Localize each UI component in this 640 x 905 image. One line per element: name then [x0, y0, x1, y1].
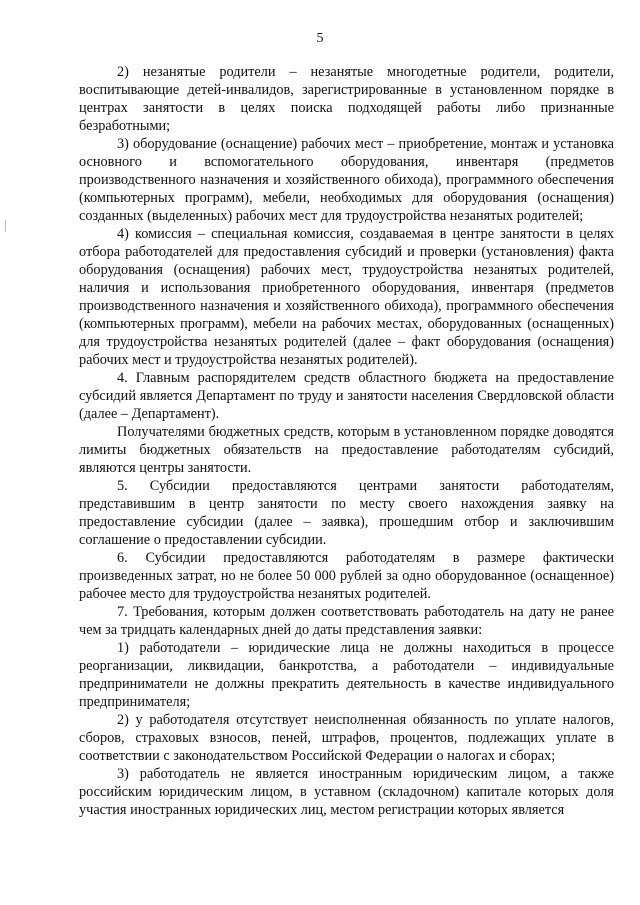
paragraph-item-4-main-manager: 4. Главным распорядителем средств областного бюджета на предоставление субсидий является Департамент по труду и занятости населения Свердловской области (далее – Департамент). — [79, 370, 614, 422]
paragraph-budget-recipients: Получателями бюджетных средств, которым в установленном порядке доводятся лимиты бюджетных обязательств на предоставление работодателям субсидий, являются центры занятости. — [79, 424, 614, 476]
paragraph-item-7-requirements: 7. Требования, которым должен соответствовать работодатель на дату не ранее чем за тридцать календарных дней до даты представления заявки: — [79, 604, 614, 638]
document-body — [79, 63, 614, 819]
paragraph-definition-commission: 4) комиссия – специальная комиссия, создаваемая в центре занятости в целях отбора работодателей для предоставления субсидий и проверки (установления) факта оборудования (оснащения) рабочих мест, трудоустройства незанятых родителей, наличия и использования приобретенного оборудования, инвентаря (предметов производственного назначения и хозяйственного обихода), программного обеспечения (компьютерных программ), мебели на рабочих местах, оборудованных (оснащенных) для трудоустройства незанятых родителей (далее – факт оборудования (оснащения) рабочих мест и трудоустройства незанятых родителей). — [79, 226, 614, 368]
paragraph-item-5-subsidy-provision: 5. Субсидии предоставляются центрами занятости работодателям, представившим в центр занятости по месту своего нахождения заявку на предоставление субсидии (далее – заявка), прошедшим отбор и заключившим соглашение о предоставлении субсидии. — [79, 478, 614, 548]
paragraph-requirement-2: 2) у работодателя отсутствует неисполненная обязанность по уплате налогов, сборов, страховых взносов, пеней, штрафов, процентов, подлежащих уплате в соответствии с законодательством Российской Федерации о налогах и сборах; — [79, 712, 614, 764]
paragraph-requirement-1: 1) работодатели – юридические лица не должны находиться в процессе реорганизации, ликвидации, банкротства, а работодатели – индивидуальные предприниматели не должны прекратить деятельность в качестве индивидуального предпринимателя; — [79, 640, 614, 710]
paragraph-definition-workplace-equipment: 3) оборудование (оснащение) рабочих мест – приобретение, монтаж и установка основного и вспомогательного оборудования, инвентаря (предметов производственного назначения и хозяйственного обихода), программного обеспечения (компьютерных программ), мебели, необходимых для оборудования (оснащения) созданных (выделенных) рабочих мест для трудоустройства незанятых родителей; — [79, 136, 614, 224]
paragraph-definition-unemployed-parents: 2) незанятые родители – незанятые многодетные родители, родители, воспитывающие детей-инвалидов, зарегистрированные в установленном порядке в центрах занятости в целях поиска подходящей работы либо признанные безработными; — [79, 64, 614, 134]
paragraph-item-6-subsidy-amount: 6. Субсидии предоставляются работодателям в размере фактически произведенных затрат, но не более 50 000 рублей за одно оборудованное (оснащенное) рабочее место для трудоустройства незанятых родителей. — [79, 550, 614, 602]
page-number: 5 — [316, 31, 324, 46]
margin-mark — [5, 220, 6, 232]
paragraph-requirement-3: 3) работодатель не является иностранным юридическим лицом, а также российским юридическим лицом, в уставном (складочном) капитале которых доля участия иностранных юридических лиц, местом регистрации которых является — [79, 766, 614, 818]
